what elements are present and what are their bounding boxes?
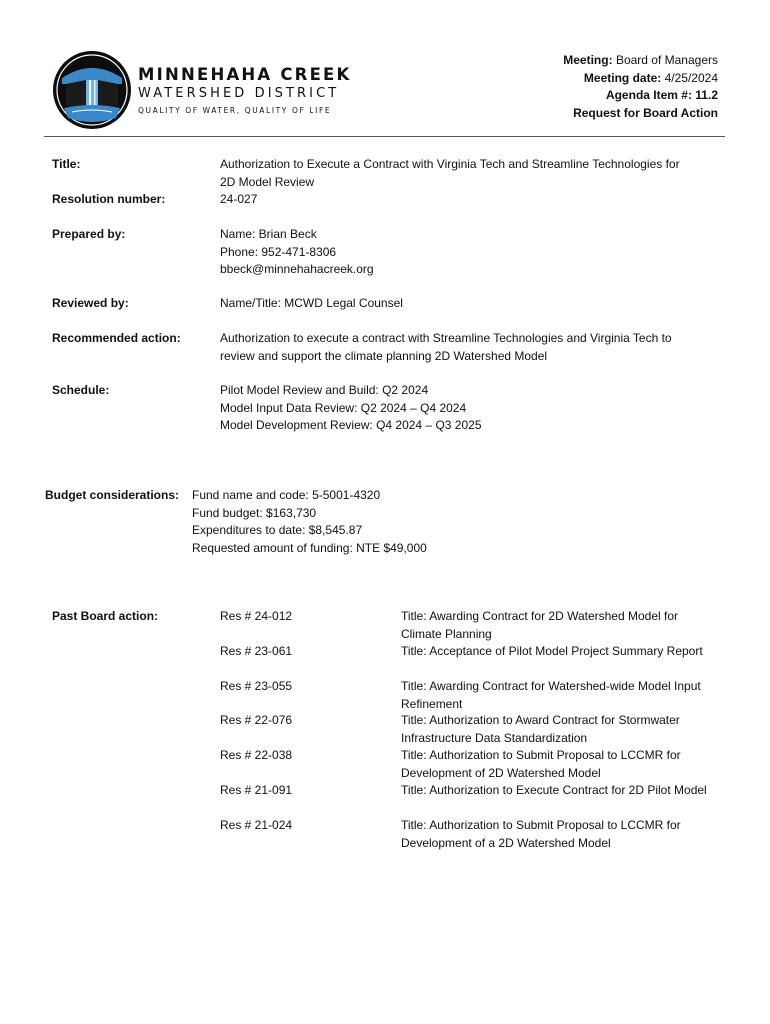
resolution-title: Title: Awarding Contract for 2D Watershed Model for Climate Planning — [401, 609, 679, 641]
budget-item: Expenditures to date: $8,545.87 — [192, 523, 363, 537]
budget-item: Fund name and code: 5-5001-4320 — [192, 488, 381, 502]
resolution-title: Title: Authorization to Award Contract for Stormwater Infrastructure Data Standardization — [401, 713, 680, 745]
brand-name: MINNEHAHA CREEK — [138, 65, 352, 84]
resolution-ref: Res # 23-055 — [220, 679, 293, 693]
budget-item: Requested amount of funding: NTE $49,000 — [192, 540, 427, 555]
waterfall-logo-icon — [52, 50, 132, 130]
resolution-title: Title: Acceptance of Pilot Model Project Summary Report — [401, 644, 703, 658]
prepared-value — [220, 226, 720, 279]
resolution-label: Resolution number: — [52, 192, 166, 206]
resolution-title: Title: Authorization to Submit Proposal to LCCMR for Development of a 2D Watershed Model — [401, 818, 681, 850]
resolution-ref: Res # 21-024 — [220, 818, 293, 832]
title-line: Authorization to Execute a Contract with Virginia Tech and Streamline Technologies for — [220, 157, 680, 171]
recommended-line: review and support the climate planning 2D Watershed Model — [220, 348, 548, 363]
recommended-label: Recommended action: — [52, 331, 181, 345]
prepared-label: Prepared by: — [52, 227, 126, 241]
reviewed-label: Reviewed by: — [52, 296, 129, 310]
agenda-item-value: 11.2 — [695, 88, 718, 102]
meeting-info — [563, 52, 718, 122]
resolution-title: Title: Awarding Contract for Watershed-wide Model Input Refinement — [401, 679, 701, 711]
meeting-date-label: Meeting date: — [583, 70, 662, 85]
prepared-email: bbeck@minnehahacreek.org — [220, 262, 374, 276]
prepared-name: Name: Brian Beck — [220, 227, 317, 241]
meeting-value: Board of Managers — [615, 53, 718, 67]
resolution-ref: Res # 21-091 — [220, 783, 293, 797]
title-label: Title: — [52, 157, 81, 171]
recommended-value — [220, 330, 720, 365]
resolution-title: Title: Authorization to Execute Contract for 2D Pilot Model — [401, 783, 707, 797]
budget-item: Fund budget: $163,730 — [192, 505, 317, 520]
schedule-item: Model Input Data Review: Q2 2024 – Q4 2024 — [220, 400, 467, 415]
resolution-ref: Res # 24-012 — [220, 609, 293, 623]
resolution-title: Title: Authorization to Submit Proposal to LCCMR for Development of 2D Watershed Model — [401, 748, 681, 780]
resolution-number: 24-027 — [220, 192, 258, 206]
title-value — [220, 156, 720, 191]
schedule-item: Pilot Model Review and Build: Q2 2024 — [220, 383, 429, 397]
schedule-value — [220, 382, 720, 435]
header-divider — [44, 136, 725, 137]
resolution-ref: Res # 22-076 — [220, 713, 293, 727]
meeting-label: Meeting: — [563, 53, 613, 67]
agenda-item-label: Agenda Item #: — [605, 88, 692, 102]
meeting-date-value: 4/25/2024 — [664, 70, 718, 85]
brand-tagline: QUALITY OF WATER, QUALITY OF LIFE — [138, 106, 332, 115]
reviewed-name: Name/Title: MCWD Legal Counsel — [220, 296, 403, 310]
request-type: Request for Board Action — [573, 105, 718, 120]
title-line: 2D Model Review — [220, 174, 315, 189]
budget-value — [192, 487, 427, 557]
recommended-line: Authorization to execute a contract with Streamline Technologies and Virginia Tech to — [220, 331, 672, 345]
reviewed-value — [220, 295, 720, 313]
prepared-phone: Phone: 952-471-8306 — [220, 244, 337, 259]
budget-label: Budget considerations: — [45, 488, 180, 502]
resolution-ref: Res # 22-038 — [220, 748, 293, 762]
schedule-label: Schedule: — [52, 383, 110, 397]
schedule-item: Model Development Review: Q4 2024 – Q3 2025 — [220, 418, 482, 432]
brand-subtitle: WATERSHED DISTRICT — [138, 86, 340, 101]
resolution-value — [220, 191, 720, 209]
resolution-ref: Res # 23-061 — [220, 644, 293, 658]
past-board-action-label: Past Board action: — [52, 609, 159, 623]
brand-block — [138, 64, 352, 115]
